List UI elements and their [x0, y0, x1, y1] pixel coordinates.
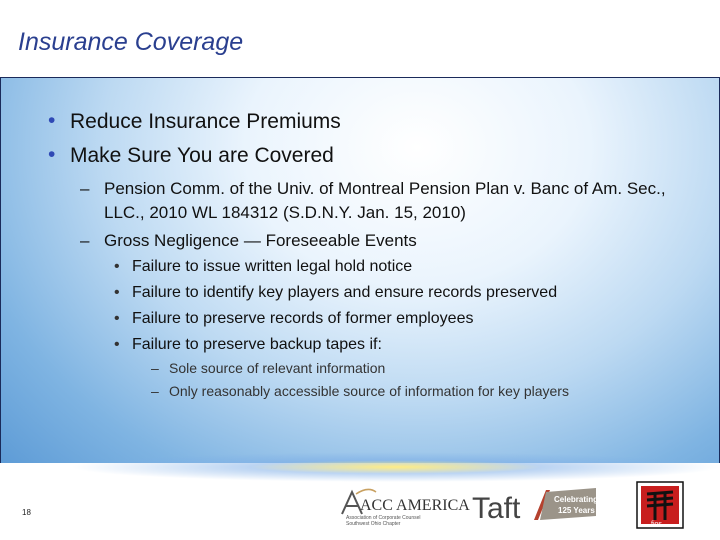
dash-icon: –	[80, 231, 90, 250]
sub-sub-item-text: Failure to preserve backup tapes if:	[132, 336, 382, 353]
acc-brand-text: ACC AMERICA	[360, 497, 470, 514]
bullet-text: Make Sure You are Covered	[70, 144, 334, 167]
decorative-glow	[0, 452, 720, 482]
bullet-dot-icon: •	[48, 109, 56, 132]
taft-brand-text: Taft	[472, 492, 521, 525]
page-number: 18	[22, 508, 31, 517]
sub-sub-item-text: Failure to identify key players and ensure records preserved	[132, 284, 558, 301]
sub-item-text: Gross Negligence — Foreseeable Events	[104, 231, 417, 250]
sub-sub-item-text: Failure to preserve records of former employees	[132, 310, 474, 327]
dash-icon: –	[151, 360, 159, 376]
bullet-dot-icon: •	[114, 284, 120, 301]
taft-years-text: 125 Years	[558, 506, 595, 515]
fios-logo	[637, 482, 683, 528]
level4-text: Sole source of relevant information	[169, 360, 386, 376]
taft-badge-icon	[540, 488, 599, 520]
taft-logo	[470, 486, 600, 524]
slide-title: Insurance Coverage	[18, 28, 244, 56]
acc-sub-text: Association of Corporate Counsel	[346, 515, 421, 521]
sub-item-text: Pension Comm. of the Univ. of Montreal Pension Plan v. Banc of Am. Sec., LLC., 2010 WL 184312 (S.D.N.Y. Jan. 15, 2010)	[104, 179, 666, 222]
bullet-dot-icon: •	[114, 258, 120, 275]
level4-text: Only reasonably accessible source of information for key players	[169, 383, 569, 399]
bullet-dot-icon: •	[114, 310, 120, 327]
taft-badge-text: Celebrating	[554, 495, 599, 504]
sub-sub-item-text: Failure to issue written legal hold notice	[132, 258, 413, 275]
acc-america-logo	[338, 484, 470, 528]
bullet-text: Reduce Insurance Premiums	[70, 110, 341, 133]
dash-icon: –	[151, 383, 159, 399]
fios-brand-text: fios	[651, 521, 662, 528]
bullet-dot-icon: •	[114, 336, 120, 353]
dash-icon: –	[80, 179, 90, 198]
bullet-dot-icon: •	[48, 143, 56, 166]
acc-chapter-text: Southwest Ohio Chapter	[346, 521, 401, 527]
